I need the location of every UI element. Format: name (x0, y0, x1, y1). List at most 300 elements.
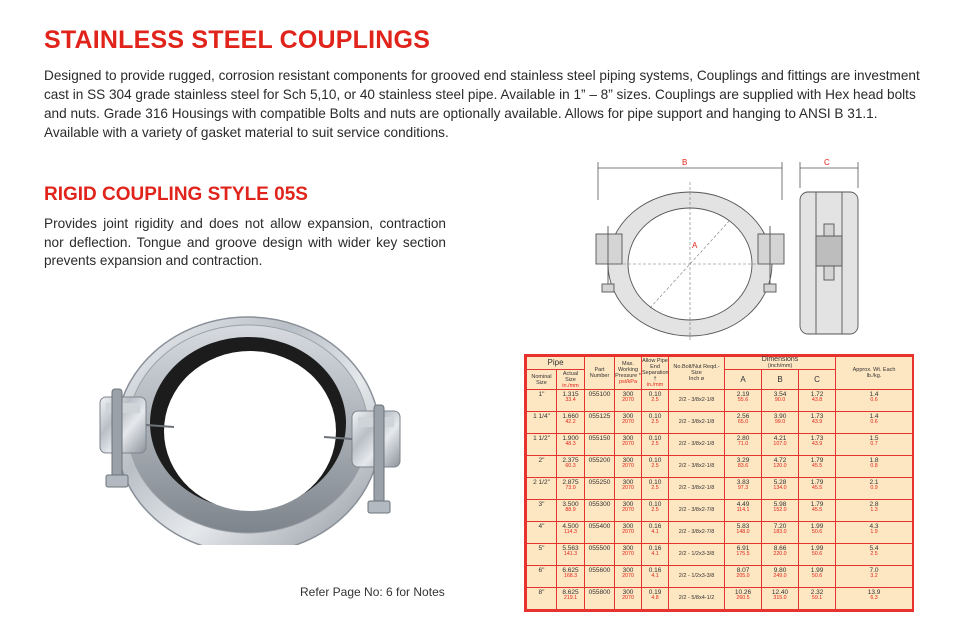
cell-metric-value: 88.9 (565, 507, 576, 513)
table-cell (585, 456, 615, 478)
table-cell (557, 588, 585, 610)
cell-value: 7.20 (773, 523, 787, 530)
page-title: STAINLESS STEEL COUPLINGS (44, 26, 431, 54)
cell-value: 2/2 - 3/8x2-1/8 (678, 485, 715, 491)
cell-metric-value: 50.6 (811, 529, 823, 535)
cell-value: 055250 (588, 479, 611, 486)
cell-value: 300 (622, 457, 634, 464)
section-description: Provides joint rigidity and does not allow expansion, contraction nor deflection. Tongue and groove design with wider key section prevents expansion and contraction. (44, 216, 446, 268)
max-pressure-label: Max. Working Pressure * (615, 361, 641, 379)
cell-metric-value: 4.8 (651, 595, 659, 601)
table-cell (725, 500, 762, 522)
dimensions-units: (inch/mm) (767, 363, 793, 369)
cell-value: 2/2 - 3/8x2-7/8 (678, 529, 715, 535)
table-cell (836, 478, 913, 500)
table-row (527, 412, 913, 434)
cell-metric-value: 107.0 (773, 441, 787, 447)
table-cell (527, 390, 557, 412)
cell-metric-value: 2070 (622, 441, 634, 447)
table-cell (615, 434, 642, 456)
cell-value: 1.900 (562, 435, 579, 442)
table-cell (527, 544, 557, 566)
separation-units: in./mm (646, 382, 664, 388)
table-cell (669, 478, 725, 500)
header-actual-size (557, 370, 585, 390)
cell-value: 2.19 (736, 391, 750, 398)
cell-value: 1.8 (869, 457, 879, 464)
table-row (527, 434, 913, 456)
table-cell (725, 522, 762, 544)
table-cell (642, 566, 669, 588)
table-cell (799, 588, 836, 610)
table-cell (527, 500, 557, 522)
cell-metric-value: 45.5 (811, 507, 823, 513)
table-cell (557, 566, 585, 588)
cell-metric-value: 55.6 (737, 397, 749, 403)
table-cell (642, 434, 669, 456)
cell-value: 6.625 (562, 567, 579, 574)
cell-metric-value: 2.5 (651, 507, 659, 513)
cell-value: 0.10 (648, 391, 662, 398)
cell-value: 1.99 (810, 523, 824, 530)
table-row (527, 544, 913, 566)
cell-value: 0.10 (648, 435, 662, 442)
cell-value: 3.29 (736, 457, 750, 464)
table-cell (585, 390, 615, 412)
cell-metric-value: 0.8 (870, 463, 878, 469)
cell-value: 8.625 (562, 589, 579, 596)
specification-table (524, 354, 914, 612)
table-cell (585, 522, 615, 544)
cell-value: 2/2 - 3/8x2-7/8 (678, 507, 715, 513)
separation-label: Allow Pipe End Separation † (642, 358, 669, 382)
table-cell (642, 500, 669, 522)
cell-metric-value: 2.5 (870, 551, 878, 557)
cell-metric-value: 134.0 (773, 485, 787, 491)
cell-value: 8.07 (736, 567, 750, 574)
cell-metric-value: 4.1 (651, 529, 659, 535)
cell-metric-value: 99.0 (774, 419, 786, 425)
cell-metric-value: 60.3 (565, 463, 576, 469)
pressure-units: psi/kPa (618, 379, 638, 385)
cell-value: 1.99 (810, 545, 824, 552)
table-cell (557, 522, 585, 544)
table-cell (836, 456, 913, 478)
cell-value: 4.72 (773, 457, 787, 464)
actual-size-units: in./mm (562, 382, 579, 389)
cell-metric-value: 0.9 (870, 485, 878, 491)
cell-value: 7.0 (869, 567, 879, 574)
cell-value: 055150 (588, 435, 611, 442)
table-cell (669, 566, 725, 588)
cell-metric-value: 205.0 (736, 573, 750, 579)
cell-value: 0.16 (648, 545, 662, 552)
cell-value: 2.875 (562, 479, 579, 486)
cell-value: 1.73 (810, 435, 824, 442)
header-nominal-size: Nominal Size (527, 370, 557, 390)
table-cell (762, 522, 799, 544)
cell-value: 055500 (588, 545, 611, 552)
table-row (527, 500, 913, 522)
table-cell (762, 390, 799, 412)
cell-value: 055400 (588, 523, 611, 530)
cell-value: 2/2 - 3/8x2-1/8 (678, 441, 715, 447)
cell-metric-value: 2.5 (651, 397, 659, 403)
cell-value: 2/2 - 3/8x2-1/8 (678, 419, 715, 425)
table-cell (799, 544, 836, 566)
cell-metric-value: 114.3 (564, 529, 577, 535)
cell-value: 5.563 (562, 545, 579, 552)
cell-metric-value: 33.4 (565, 397, 576, 403)
cell-value: 300 (622, 435, 634, 442)
cell-value: 055800 (588, 589, 611, 596)
cell-metric-value: 2.5 (651, 441, 659, 447)
cell-metric-value: 2.5 (651, 463, 659, 469)
cell-value: 6.91 (736, 545, 750, 552)
table-cell (557, 412, 585, 434)
table-cell (527, 434, 557, 456)
cell-value: 0.10 (648, 457, 662, 464)
header-bolt-nut (669, 357, 725, 390)
coupling-dimension-diagram (578, 152, 878, 350)
cell-metric-value: 6.3 (870, 595, 878, 601)
cell-value: 1.4 (869, 391, 879, 398)
cell-value: 5.4 (869, 545, 879, 552)
cell-value: 1.660 (562, 413, 579, 420)
cell-value: 4.21 (773, 435, 787, 442)
cell-metric-value: 97.3 (737, 485, 749, 491)
table-cell (615, 390, 642, 412)
cell-metric-value: 1.3 (870, 507, 878, 513)
header-dimensions (725, 357, 836, 370)
table-cell (799, 500, 836, 522)
cell-metric-value: 65.0 (737, 419, 749, 425)
cell-metric-value: 141.3 (563, 551, 578, 557)
cell-metric-value: 148.0 (736, 529, 750, 535)
cell-value: 13.9 (867, 589, 881, 596)
table-cell (725, 566, 762, 588)
cell-metric-value: 2070 (622, 507, 634, 513)
cell-value: 1.79 (810, 457, 824, 464)
cell-metric-value: 168.3 (563, 573, 578, 579)
table-cell (725, 456, 762, 478)
dimension-a-label: A (692, 241, 698, 250)
cell-value: 0.16 (648, 567, 662, 574)
cell-value: 3.54 (773, 391, 787, 398)
cell-metric-value: 43.9 (811, 441, 823, 447)
table-cell (725, 544, 762, 566)
cell-value: 8" (538, 589, 545, 596)
dimensions-label: Dimensions (761, 356, 799, 363)
cell-value: 2/2 - 1/2x3-3/8 (678, 573, 715, 579)
table-cell (725, 390, 762, 412)
table-row (527, 390, 913, 412)
cell-value: 10.26 (734, 589, 752, 596)
table-cell (836, 566, 913, 588)
bolt-units: Inch ø (688, 376, 705, 382)
cell-metric-value: 50.6 (811, 551, 823, 557)
table-cell (585, 544, 615, 566)
table-cell (585, 434, 615, 456)
cell-metric-value: 73.0 (565, 485, 576, 491)
cell-value: 055200 (588, 457, 611, 464)
cell-metric-value: 2.5 (651, 485, 659, 491)
cell-value: 1" (538, 391, 545, 398)
table-cell (557, 478, 585, 500)
weight-units: lb./kg. (866, 373, 882, 379)
section-subtitle: RIGID COUPLING STYLE 05S (44, 184, 308, 205)
cell-value: 3.90 (773, 413, 787, 420)
cell-value: 2.56 (736, 413, 750, 420)
cell-metric-value: 2.5 (651, 419, 659, 425)
header-part-number: Part Number (585, 357, 615, 390)
cell-value: 1.4 (869, 413, 879, 420)
header-pipe-end-separation (642, 357, 669, 390)
cell-metric-value: 315.0 (773, 595, 787, 601)
cell-value: 3.83 (736, 479, 750, 486)
table-row (527, 522, 913, 544)
cell-value: 300 (622, 391, 634, 398)
header-dim-b: B (762, 370, 799, 390)
table-cell (642, 522, 669, 544)
table-cell (615, 588, 642, 610)
table-cell (762, 434, 799, 456)
cell-value: 300 (622, 589, 634, 596)
cell-value: 4" (538, 523, 545, 530)
approx-weight-label: Approx. Wt. Each (852, 367, 896, 373)
cell-value: 300 (622, 523, 634, 530)
table-cell (799, 478, 836, 500)
table-cell (527, 566, 557, 588)
cell-value: 1.5 (869, 435, 879, 442)
cell-metric-value: 114.1 (736, 507, 750, 513)
table-cell (836, 390, 913, 412)
cell-metric-value: 183.0 (773, 529, 787, 535)
dimension-b-label: B (682, 158, 688, 167)
table-cell (799, 412, 836, 434)
cell-value: 3" (538, 501, 545, 508)
cell-value: 12.40 (771, 589, 789, 596)
table-cell (669, 434, 725, 456)
table-cell (585, 500, 615, 522)
cell-value: 1.99 (810, 567, 824, 574)
table-cell (669, 544, 725, 566)
cell-metric-value: 42.2 (565, 419, 576, 425)
dimension-c-label: C (824, 158, 830, 167)
table-cell (762, 588, 799, 610)
cell-value: 2" (538, 457, 545, 464)
cell-metric-value: 2070 (622, 551, 634, 557)
cell-metric-value: 152.0 (773, 507, 787, 513)
cell-value: 5" (538, 545, 545, 552)
table-cell (725, 478, 762, 500)
cell-metric-value: 2070 (622, 397, 634, 403)
table-cell (762, 412, 799, 434)
table-cell (799, 390, 836, 412)
cell-value: 4.49 (736, 501, 750, 508)
cell-value: 5.28 (773, 479, 787, 486)
cell-value: 0.16 (648, 523, 662, 530)
cell-value: 300 (622, 413, 634, 420)
cell-value: 8.66 (773, 545, 787, 552)
specification-rows (527, 390, 913, 610)
cell-value: 1.79 (810, 501, 824, 508)
table-cell (762, 478, 799, 500)
bolt-nut-label: No.Bolt/Nut Reqd.-Size (673, 364, 720, 376)
cell-value: 5.98 (773, 501, 787, 508)
cell-value: 5.83 (736, 523, 750, 530)
cell-metric-value: 220.0 (773, 551, 787, 557)
header-dim-c: C (799, 370, 836, 390)
table-cell (585, 478, 615, 500)
table-cell (669, 588, 725, 610)
header-max-pressure (615, 357, 642, 390)
cell-metric-value: 0.6 (870, 419, 878, 425)
table-cell (642, 478, 669, 500)
cell-value: 4.3 (869, 523, 879, 530)
cell-metric-value: 2070 (622, 485, 634, 491)
cell-value: 2.80 (736, 435, 750, 442)
cell-metric-value: 260.5 (736, 595, 750, 601)
table-cell (585, 412, 615, 434)
table-cell (642, 544, 669, 566)
table-cell (669, 456, 725, 478)
table-row (527, 588, 913, 610)
header-pipe: Pipe (527, 357, 585, 370)
cell-metric-value: 0.6 (870, 397, 878, 403)
cell-metric-value: 2070 (622, 419, 634, 425)
cell-metric-value: 120.0 (773, 463, 787, 469)
cell-metric-value: 3.2 (870, 573, 878, 579)
cell-value: 2.1 (869, 479, 879, 486)
table-cell (725, 434, 762, 456)
table-cell (669, 412, 725, 434)
cell-value: 2/2 - 5/8x4-1/2 (678, 595, 715, 601)
table-cell (725, 588, 762, 610)
table-cell (836, 588, 913, 610)
cell-value: 1.79 (810, 479, 824, 486)
table-row (527, 566, 913, 588)
table-cell (762, 500, 799, 522)
cell-value: 055100 (588, 391, 611, 398)
actual-size-label: Actual Size (562, 370, 579, 383)
table-cell (799, 434, 836, 456)
cell-metric-value: 45.5 (811, 463, 823, 469)
table-cell (669, 390, 725, 412)
table-cell (642, 456, 669, 478)
cell-value: 6" (538, 567, 545, 574)
table-cell (799, 522, 836, 544)
cell-value: 2/2 - 3/8x2-1/8 (678, 397, 715, 403)
cell-metric-value: 219.1 (563, 595, 578, 601)
table-cell (836, 412, 913, 434)
cell-value: 2.8 (869, 501, 879, 508)
table-cell (799, 566, 836, 588)
table-cell (615, 544, 642, 566)
table-cell (615, 522, 642, 544)
table-cell (669, 522, 725, 544)
table-cell (527, 456, 557, 478)
cell-metric-value: 175.5 (736, 551, 750, 557)
cell-metric-value: 2070 (622, 595, 634, 601)
table-cell (762, 456, 799, 478)
cell-value: 055300 (588, 501, 611, 508)
cell-value: 300 (622, 545, 634, 552)
table-cell (615, 478, 642, 500)
table-cell (669, 500, 725, 522)
table-row (527, 478, 913, 500)
cell-metric-value: 71.0 (737, 441, 749, 447)
cell-metric-value: 1.9 (870, 529, 878, 535)
intro-paragraph: Designed to provide rugged, corrosion resistant components for grooved end stainless steel piping systems, Couplings and fittings are investment cast in SS 304 grade stainless steel for Sch 5,10, or 40 stainless steel pipe. Available in 1” – 8” sizes. Couplings are supplied with Hex head bolts and nuts. Grade 316 Housings with compatible Bolts and nuts are optionally available. Allows for pipe support and hanging to ANSI B 31.1. Available with a variety of gasket material to suit service conditions. (44, 68, 920, 140)
cell-value: 1.72 (810, 391, 824, 398)
table-cell (615, 456, 642, 478)
table-cell (615, 500, 642, 522)
table-cell (557, 434, 585, 456)
table-cell (615, 412, 642, 434)
cell-value: 300 (622, 567, 634, 574)
table-cell (762, 566, 799, 588)
table-cell (836, 522, 913, 544)
cell-metric-value: 2070 (622, 463, 634, 469)
cell-value: 1.315 (562, 391, 579, 398)
cell-metric-value: 48.3 (565, 441, 576, 447)
cell-metric-value: 50.6 (811, 573, 823, 579)
cell-value: 4.500 (562, 523, 579, 530)
cell-value: 9.80 (773, 567, 787, 574)
header-approx-weight (836, 357, 913, 390)
table-row (527, 456, 913, 478)
cell-metric-value: 59.1 (811, 595, 823, 601)
table-cell (585, 588, 615, 610)
table-cell (836, 544, 913, 566)
cell-metric-value: 90.0 (774, 397, 786, 403)
table-cell (527, 412, 557, 434)
cell-value: 0.19 (648, 589, 662, 596)
table-cell (557, 544, 585, 566)
cell-value: 2/2 - 1/2x3-3/8 (678, 551, 715, 557)
table-cell (557, 456, 585, 478)
notes-reference: Refer Page No: 6 for Notes (300, 585, 445, 599)
cell-value: 2 1/2" (533, 479, 550, 486)
cell-value: 055600 (588, 567, 611, 574)
header-dim-a: A (725, 370, 762, 390)
table-cell (557, 390, 585, 412)
cell-value: 2.375 (562, 457, 579, 464)
table-cell (725, 412, 762, 434)
table-cell (557, 500, 585, 522)
cell-metric-value: 4.1 (651, 551, 659, 557)
cell-value: 1 1/2" (533, 435, 550, 442)
cell-value: 2/2 - 3/8x2-1/8 (678, 463, 715, 469)
cell-value: 300 (622, 479, 634, 486)
cell-value: 1 1/4" (533, 413, 550, 420)
table-cell (585, 566, 615, 588)
table-cell (762, 544, 799, 566)
table-cell (615, 566, 642, 588)
cell-value: 0.10 (648, 501, 662, 508)
cell-value: 300 (622, 501, 634, 508)
table-cell (836, 500, 913, 522)
cell-value: 2.32 (810, 589, 824, 596)
cell-metric-value: 249.0 (773, 573, 787, 579)
cell-value: 1.73 (810, 413, 824, 420)
cell-value: 3.500 (562, 501, 579, 508)
table-cell (836, 434, 913, 456)
cell-metric-value: 83.6 (737, 463, 749, 469)
table-cell (642, 412, 669, 434)
cell-metric-value: 45.5 (811, 485, 823, 491)
